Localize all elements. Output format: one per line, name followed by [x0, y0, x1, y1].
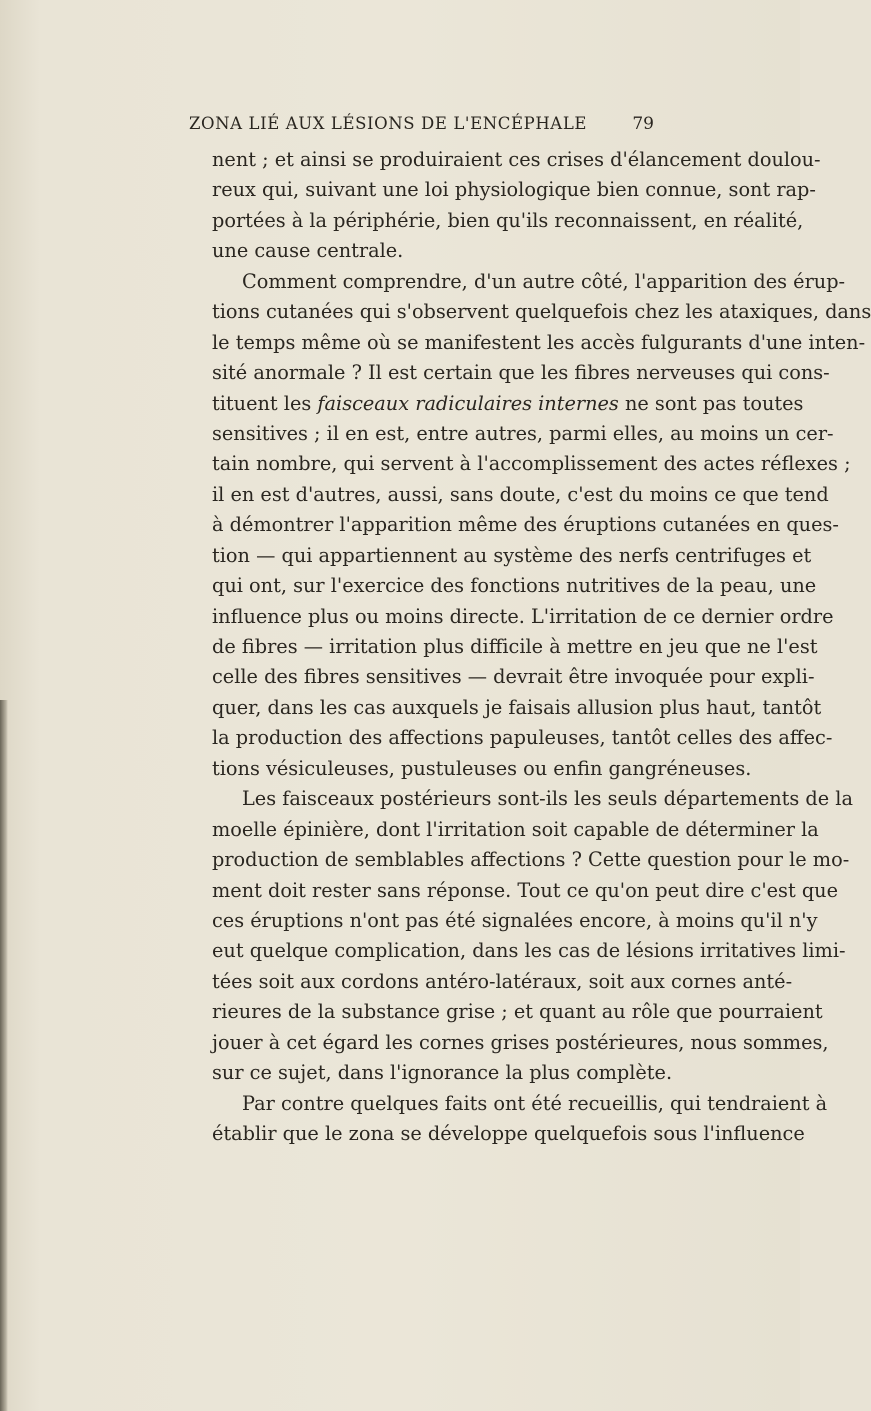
text-line: moelle épinière, dont l'irritation soit capable de déterminer la: [212, 817, 819, 841]
text-line: tion — qui appartiennent au système des nerfs centrifuges et: [212, 543, 812, 567]
running-title: ZONA LIÉ AUX LÉSIONS DE L'ENCÉPHALE: [188, 114, 588, 133]
text-line: jouer à cet égard les cornes grises postérieures, nous sommes,: [212, 1030, 829, 1054]
italic-term: faisceaux radiculaires internes: [317, 391, 619, 415]
text-line: nent ; et ainsi se produiraient ces crises d'élancement doulou-: [212, 148, 821, 171]
text-line: eut quelque complication, dans les cas de lésions irritatives limi-: [212, 939, 846, 963]
text-line: ces éruptions n'ont pas été signalées encore, à moins qu'il n'y: [212, 908, 818, 932]
text-line: sur ce sujet, dans l'ignorance la plus complète.: [212, 1061, 673, 1085]
text-line: la production des affections papuleuses, tantôt celles des affec-: [212, 726, 833, 750]
text-line: tions cutanées qui s'observent quelquefois chez les ataxiques, dans: [212, 300, 871, 324]
text-line: production de semblables affections ? Cette question pour le mo-: [212, 848, 850, 872]
text-line: établir que le zona se développe quelquefois sous l'influence: [212, 1122, 805, 1145]
text-line: à démontrer l'apparition même des éruptions cutanées en ques-: [212, 513, 839, 537]
text-line: reux qui, suivant une loi physiologique bien connue, sont rap-: [212, 178, 816, 202]
text-line: il en est d'autres, aussi, sans doute, c'est du moins ce que tend: [212, 482, 829, 506]
text-line: portées à la périphérie, bien qu'ils reconnaissent, en réalité,: [212, 208, 804, 232]
text-line: tions vésiculeuses, pustuleuses ou enfin gangréneuses.: [212, 756, 752, 780]
text-line: rieures de la substance grise ; et quant au rôle que pourraient: [212, 1000, 823, 1024]
text-line: le temps même où se manifestent les accès fulgurants d'une inten-: [212, 330, 866, 354]
text-line: tain nombre, qui servent à l'accomplissement des actes réflexes ;: [212, 452, 851, 476]
page-header: [144, 114, 654, 138]
paragraph-start-line: Les faisceaux postérieurs sont-ils les seuls départements de la: [242, 787, 853, 811]
text-segment: tituent les: [212, 391, 312, 415]
text-line: quer, dans les cas auxquels je faisais allusion plus haut, tantôt: [212, 695, 822, 719]
text-line: une cause centrale.: [212, 239, 404, 263]
text-line: tées soit aux cordons antéro-latéraux, soit aux cornes anté-: [212, 969, 793, 993]
text-line-with-emphasis: [212, 389, 804, 419]
page-edge-shadow: [0, 700, 8, 1411]
text-segment: ne sont pas toutes: [624, 391, 804, 415]
page-number: 79: [632, 114, 654, 134]
paragraph-start-line: Comment comprendre, d'un autre côté, l'apparition des érup-: [242, 269, 846, 293]
text-line: sensitives ; il en est, entre autres, parmi elles, au moins un cer-: [212, 421, 834, 445]
text-line: celle des fibres sensitives — devrait être invoquée pour expli-: [212, 665, 815, 689]
body-text: [212, 145, 871, 1149]
text-line: influence plus ou moins directe. L'irritation de ce dernier ordre: [212, 604, 834, 628]
text-line: qui ont, sur l'exercice des fonctions nutritives de la peau, une: [212, 574, 817, 598]
text-line: ment doit rester sans réponse. Tout ce qu'on peut dire c'est que: [212, 878, 838, 902]
paragraph-start-line: Par contre quelques faits ont été recueillis, qui tendraient à: [242, 1091, 828, 1115]
text-line: sité anormale ? Il est certain que les fibres nerveuses qui cons-: [212, 361, 830, 385]
text-line: de fibres — irritation plus difficile à mettre en jeu que ne l'est: [212, 635, 818, 658]
